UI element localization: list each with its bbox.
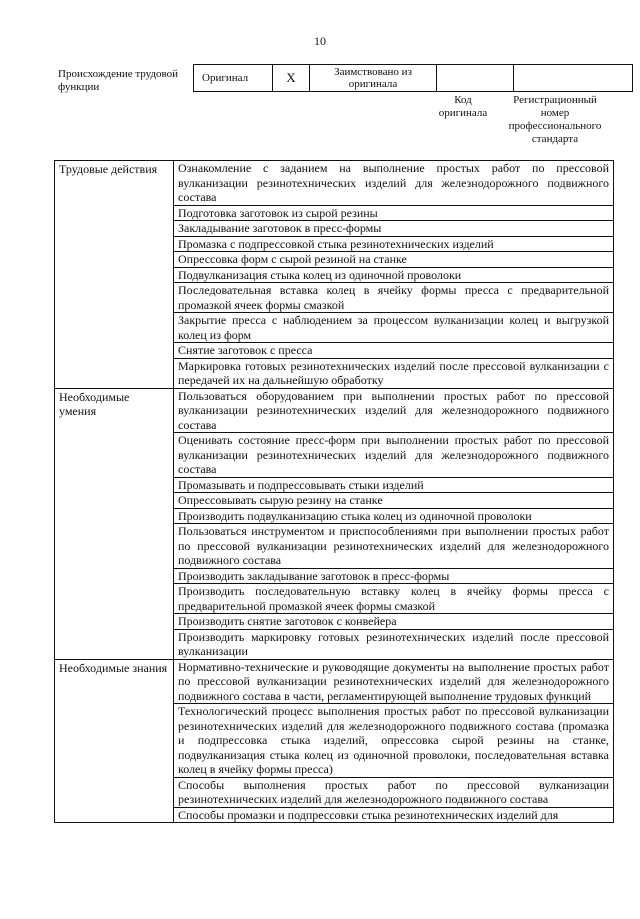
section-title: Необходимые умения — [55, 388, 174, 659]
page-number: 10 — [314, 34, 326, 48]
section-item: Производить маркировку готовых резинотехнических изделий после прессовой вулканизации — [174, 629, 614, 659]
section-item: Закрытие пресса с наблюдением за процессом вулканизации колец и выгрузкой колец из форм — [174, 313, 614, 343]
function-table — [54, 160, 614, 823]
registration-caption: Регистрационный номер профессионального стандарта — [508, 94, 602, 145]
section-item: Снятие заготовок с пресса — [174, 343, 614, 359]
section-item: Производить снятие заготовок с конвейера — [174, 614, 614, 630]
section-item: Оценивать состояние пресс-форм при выполнении простых работ по прессовой вулканизации резинотехнических изделий для железнодорожного подвижного состава — [174, 433, 614, 478]
section-item: Подвулканизация стыка колец из одиночной проволоки — [174, 267, 614, 283]
section-title: Необходимые знания — [55, 659, 174, 823]
section-item: Опрессовывать сырую резину на станке — [174, 493, 614, 509]
section-item: Опрессовка форм с сырой резиной на станке — [174, 252, 614, 268]
section-item: Закладывание заготовок в пресс-формы — [174, 221, 614, 237]
table-row — [55, 161, 614, 206]
section-item: Нормативно-технические и руководящие документы на выполнение простых работ по прессовой вулканизации резинотехнических изделий для железнодорожного подвижного состава в части, регламентирующей выполнение трудовых функций — [174, 659, 614, 704]
section-item: Производить подвулканизацию стыка колец из одиночной проволоки — [174, 508, 614, 524]
origin-label: Происхождение трудовой функции — [58, 68, 179, 93]
section-item: Промазывать и подпрессовывать стыки изделий — [174, 477, 614, 493]
section-item: Последовательная вставка колец в ячейку формы пресса с предварительной промазкой ячеек формы смазкой — [174, 283, 614, 313]
code-caption: Код оригинала — [438, 94, 488, 119]
section-item: Пользоваться инструментом и приспособлениями при выполнении простых работ по прессовой вулканизации резинотехнических изделий для железнодорожного подвижного состава — [174, 524, 614, 569]
registration-cell — [514, 65, 633, 92]
section-item: Способы выполнения простых работ по прессовой вулканизации резинотехнических изделий для железнодорожного подвижного состава — [174, 777, 614, 807]
section-item: Способы промазки и подпрессовки стыка резинотехнических изделий для — [174, 807, 614, 823]
table-row — [55, 388, 614, 433]
borrowed-label: Заимствовано из оригинала — [310, 65, 437, 92]
original-mark: X — [273, 65, 310, 92]
section-item: Производить последовательную вставку колец в ячейку формы пресса с предварительной промазкой ячеек формы смазкой — [174, 584, 614, 614]
section-item: Промазка с подпрессовкой стыка резинотехнических изделий — [174, 236, 614, 252]
section-item: Технологический процесс выполнения простых работ по прессовой вулканизации резинотехнических изделий для железнодорожного подвижного состава (промазка и подпрессовка стыка изделий, опрессовка сырой резины на станке, подвулканизация стыка колец из одиночной проволоки, последовательная вставка колец в ячейку формы пресса) — [174, 704, 614, 778]
section-title: Трудовые действия — [55, 161, 174, 389]
table-row — [55, 659, 614, 704]
section-item: Подготовка заготовок из сырой резины — [174, 205, 614, 221]
section-item: Пользоваться оборудованием при выполнении простых работ по прессовой вулканизации резинотехнических изделий для железнодорожного подвижного состава — [174, 388, 614, 433]
original-label: Оригинал — [194, 65, 273, 92]
section-item: Маркировка готовых резинотехнических изделий после прессовой вулканизации с передачей их на дальнейшую обработку — [174, 358, 614, 388]
code-cell — [437, 65, 514, 92]
section-item: Ознакомление с заданием на выполнение простых работ по прессовой вулканизации резинотехнических изделий для железнодорожного подвижного состава — [174, 161, 614, 206]
origin-table — [193, 64, 633, 92]
section-item: Производить закладывание заготовок в пресс-формы — [174, 568, 614, 584]
